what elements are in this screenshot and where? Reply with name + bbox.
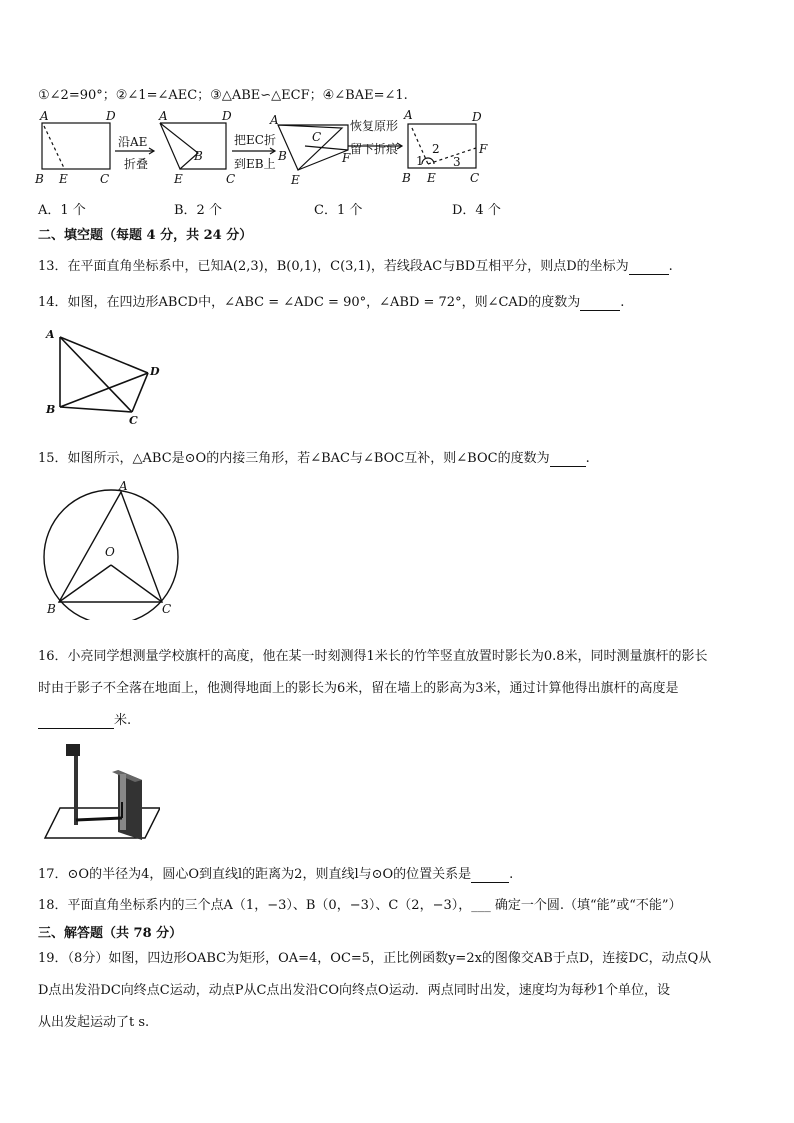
q14: 14．如图，在四边形ABCD中，∠ABC = ∠ADC = 90°，∠ABD = 72°，则∠CAD的度数为 .	[38, 295, 625, 310]
q16-line3	[38, 709, 131, 729]
q14-quadrilateral-figure	[40, 325, 170, 425]
q19-line2: D点出发沿DC向终点C运动，动点P从C点出发沿CO向终点O运动．两点同时出发，速度均为每秒1个单位，设	[38, 983, 670, 998]
section-2-heading: 二、填空题（每题 4 分，共 24 分）	[38, 228, 253, 243]
q12-angle-1: 1	[416, 154, 424, 168]
q12-option-d: D．4 个	[452, 203, 501, 218]
q12-option-b: B．2 个	[174, 203, 222, 218]
q12-label-A3: A	[270, 113, 279, 127]
q16-flagpole-figure	[40, 740, 160, 850]
q12-statements: ①∠2=90°；②∠1=∠AEC；③△ABE∽△ECF；④∠BAE=∠1.	[38, 88, 408, 103]
q12-step3-line1: 恢复原形	[350, 119, 399, 133]
q12-label-F3: F	[342, 151, 351, 165]
q17: 17．⊙O的半径为4，圆心O到直线l的距离为2，则直线l与⊙O的位置关系是 .	[38, 867, 514, 882]
q16-unit: 米.	[114, 713, 132, 728]
q19-line3: 从出发起运动了t s.	[38, 1015, 150, 1030]
q12-option-a: A．1 个	[38, 203, 86, 218]
q12-step1-line2: 折叠	[124, 157, 149, 171]
q12-label-A4: A	[404, 108, 413, 122]
q12-label-D2: D	[222, 109, 232, 123]
q12-angle-2: 2	[432, 142, 440, 156]
q12-label-B4: B	[402, 171, 411, 185]
q12-label-B2: B	[194, 149, 203, 163]
q12-label-B3: B	[278, 149, 287, 163]
q14-answer-blank	[580, 295, 620, 311]
q12-step3-line2: 留下折痕	[350, 142, 399, 156]
q12-step2-line1: 把EC折	[234, 133, 276, 147]
q12-label-D: D	[106, 109, 116, 123]
q14-text: 14．如图，在四边形ABCD中，∠ABC = ∠ADC = 90°，∠ABD = 72°，则∠CAD的度数为	[38, 295, 581, 310]
q13-text: 13．在平面直角坐标系中，已知A(2,3)，B(0,1)，C(3,1)，若线段AC与BD互相平分，则点D的坐标为	[38, 259, 629, 274]
section-3-heading: 三、解答题（共 78 分）	[38, 926, 183, 941]
q14-label-A: A	[46, 328, 55, 341]
q12-label-A: A	[40, 109, 49, 123]
q13: 13．在平面直角坐标系中，已知A(2,3)，B(0,1)，C(3,1)，若线段AC与BD互相平分，则点D的坐标为 .	[38, 259, 673, 274]
q16-answer-blank	[38, 713, 114, 729]
q15-text: 15．如图所示，△ABC是⊙O的内接三角形，若∠BAC与∠BOC互补，则∠BOC的度数为	[38, 451, 550, 466]
q13-answer-blank	[629, 259, 669, 275]
q16-line2: 时由于影子不全落在地面上，他测得地面上的影长为6米，留在墙上的影高为3米，通过计算他得出旗杆的高度是	[38, 681, 679, 696]
q12-label-B: B	[35, 172, 44, 186]
q12-angle-3: 3	[453, 155, 461, 169]
q15-label-B: B	[47, 602, 56, 616]
q17-text: 17．⊙O的半径为4，圆心O到直线l的距离为2，则直线l与⊙O的位置关系是	[38, 867, 472, 882]
q15: 15．如图所示，△ABC是⊙O的内接三角形，若∠BAC与∠BOC互补，则∠BOC的度数为 .	[38, 451, 590, 466]
q17-answer-blank	[471, 867, 509, 883]
q15-answer-blank	[550, 451, 586, 467]
q12-label-D4: D	[472, 110, 482, 124]
q12-label-A2: A	[159, 109, 168, 123]
q12-label-C: C	[100, 172, 110, 186]
q15-label-C: C	[162, 602, 172, 616]
q12-options	[38, 199, 558, 217]
q12-label-F4: F	[479, 142, 488, 156]
q14-label-D: D	[150, 365, 160, 378]
q15-label-A: A	[119, 479, 128, 493]
q18: 18．平面直角坐标系内的三个点A（1，−3）、B（0，−3）、C（2，−3），___ 确定一个圆.（填“能”或“不能”）	[38, 898, 682, 913]
q15-label-O: O	[105, 545, 115, 559]
q12-label-C4: C	[470, 171, 480, 185]
q12-label-E3: E	[291, 173, 300, 187]
q15-circle-figure	[35, 478, 185, 620]
q14-label-B: B	[46, 403, 56, 416]
q12-label-E: E	[59, 172, 68, 186]
q12-folding-figure	[30, 108, 500, 190]
q12-step1-line1: 沿AE	[118, 135, 148, 149]
q12-label-E2: E	[174, 172, 183, 186]
q19-line1: 19．（8分）如图，四边形OABC为矩形，OA=4，OC=5，正比例函数y=2x的图像交AB于点D，连接DC，动点Q从	[38, 951, 712, 966]
q12-label-C3: C	[312, 130, 322, 144]
q12-step2-line2: 到EB上	[234, 157, 276, 171]
q12-label-E4: E	[427, 171, 436, 185]
q14-label-C: C	[129, 414, 138, 425]
q16-line1: 16．小亮同学想测量学校旗杆的高度，他在某一时刻测得1米长的竹竿竖直放置时影长为0.8米，同时测量旗杆的影长	[38, 649, 708, 664]
q12-label-C2: C	[226, 172, 236, 186]
q12-option-c: C．1 个	[314, 203, 363, 218]
